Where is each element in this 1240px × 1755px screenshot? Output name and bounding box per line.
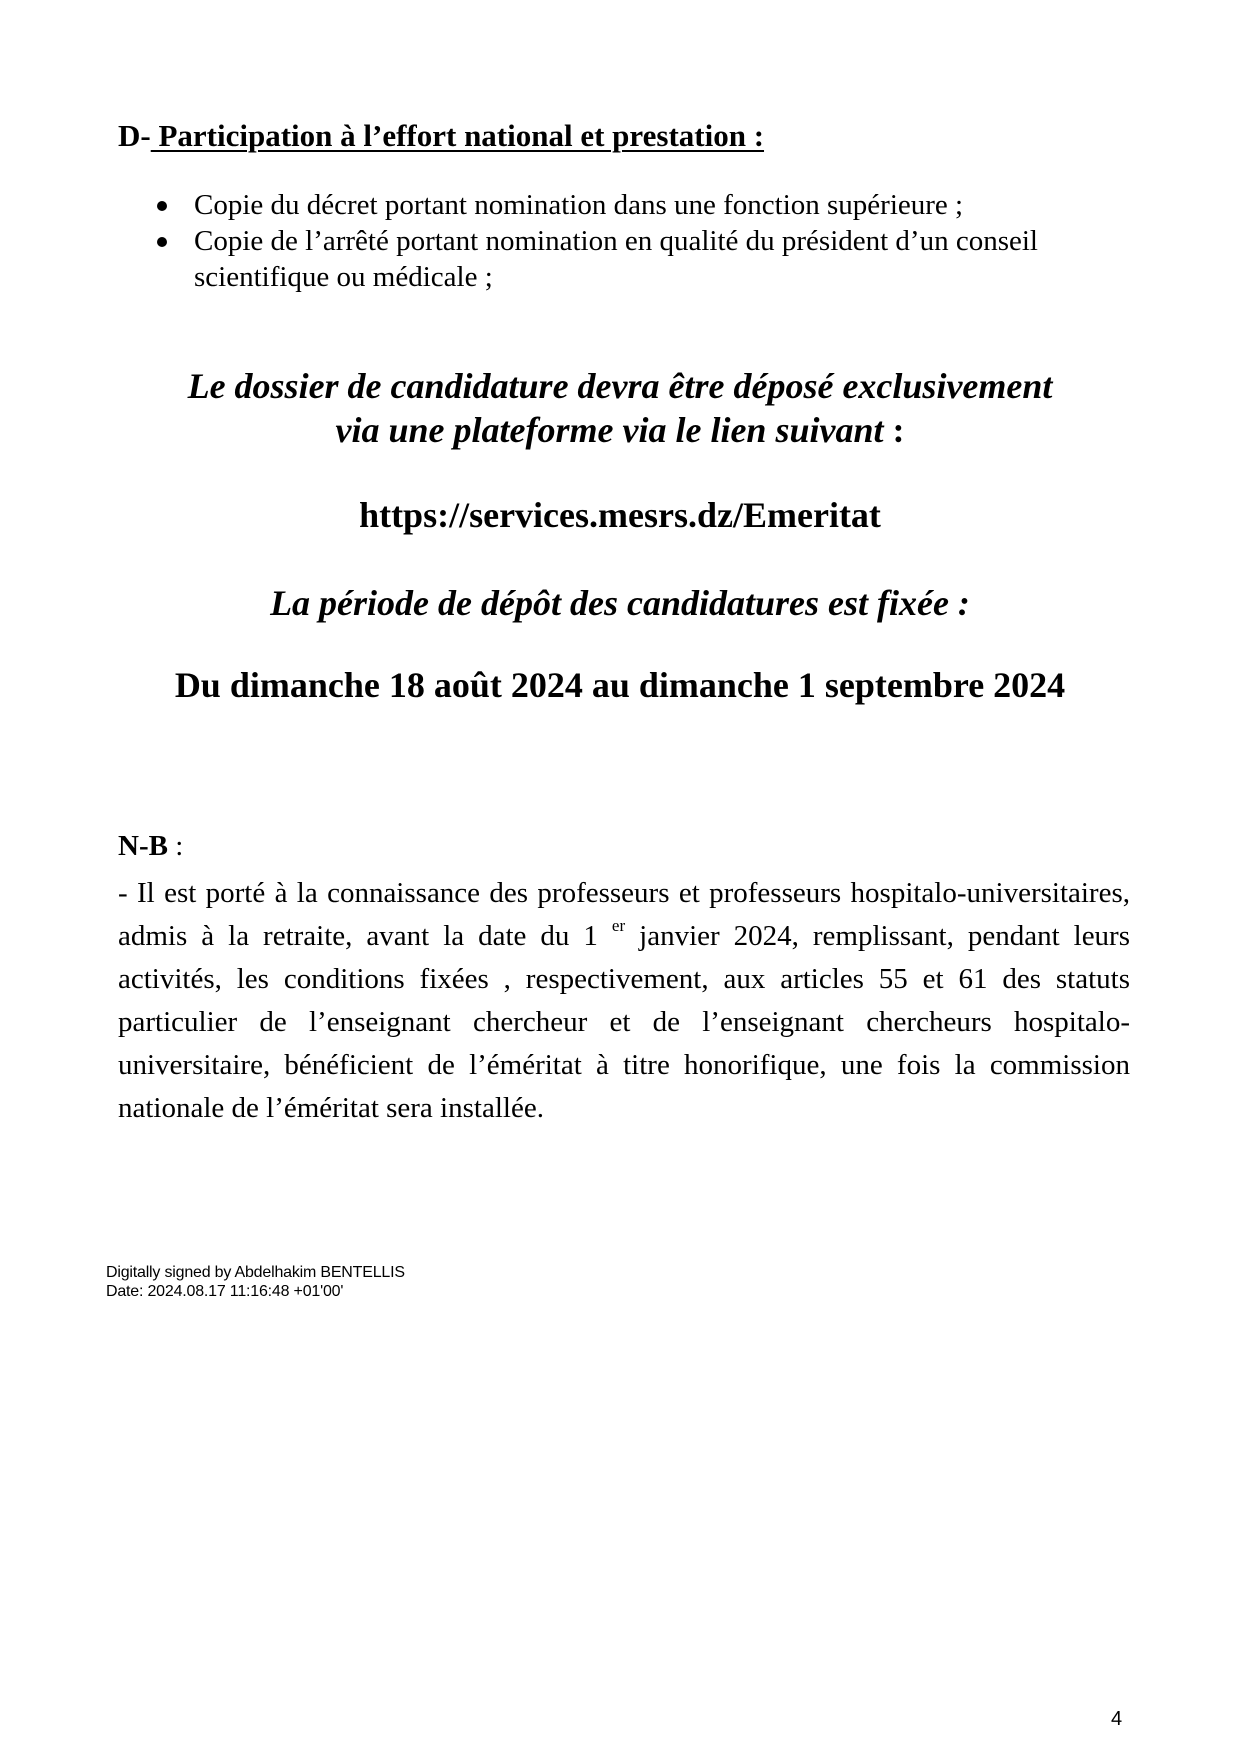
signature-signed-by: Digitally signed by Abdelhakim BENTELLIS [106,1264,405,1281]
section-prefix: D- [118,118,151,153]
page-number: 4 [1111,1708,1123,1730]
bullet-icon [157,237,167,247]
nb-paragraph [118,872,1130,1130]
notice-line-2-colon: : [883,410,905,450]
digital-signature [106,1263,405,1301]
list-item-text: Copie du décret portant nomination dans une fonction supérieure ; [194,189,964,221]
section-heading [118,118,764,154]
period-intro: La période de dépôt des candidatures est fixée : [270,583,970,623]
signature-date: Date: 2024.08.17 11:16:48 +01'00' [106,1283,344,1300]
nb-label-text: N-B [118,830,168,862]
period-dates: Du dimanche 18 août 2024 au dimanche 1 septembre 2024 [174,665,1066,705]
notice-line-1: Le dossier de candidature devra être déposé exclusivement [187,366,1053,406]
platform-link[interactable]: https://services.mesrs.dz/Emeritat [359,495,881,535]
list-item [154,187,1134,223]
nb-text-part-1: - Il est porté à la connaissance des professeurs et professeurs hospitalo-universitaires, admis à la retraite, avant la date du 1 [118,877,1130,952]
list-item [154,223,1134,295]
bullet-icon [157,201,167,211]
nb-label-colon: : [167,830,184,862]
section-title: Participation à l’effort national et prestation : [150,118,765,153]
requirements-list [154,187,1134,295]
notice-line-2 [0,408,1240,452]
nb-text-part-2: janvier 2024, remplissant, pendant leurs activités, les conditions fixées , respectivement, aux articles 55 et 61 des statuts particulier de l’enseignant chercheur et de l’enseignant chercheurs hospitalo-universitaire, bénéficient de l’éméritat à titre honorifique, une fois la commission nationale de l’éméritat sera installée. [118,920,1131,1124]
list-item-text: Copie de l’arrêté portant nomination en qualité du président d’un conseil scientifique ou médicale ; [194,225,1038,293]
nb-label [118,830,183,863]
submission-notice [0,364,1240,452]
notice-line-2-text: via une plateforme via le lien suivant [335,410,884,450]
nb-superscript: er [611,916,626,936]
